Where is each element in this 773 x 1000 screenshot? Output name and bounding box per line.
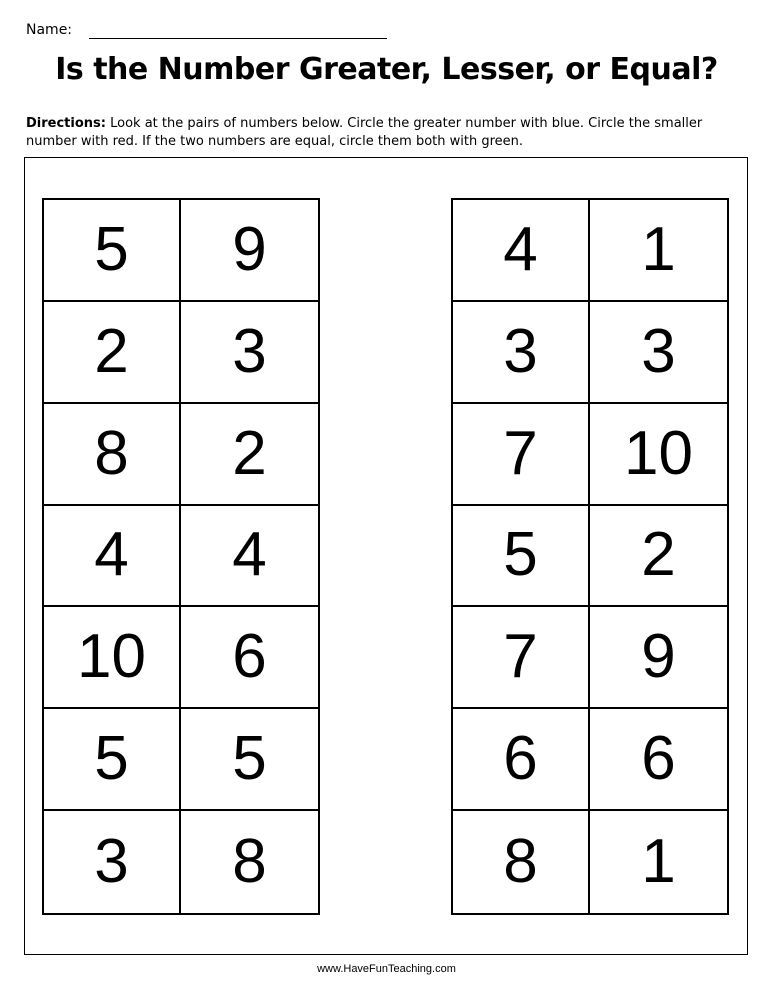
number-cell[interactable]: 1 bbox=[590, 200, 727, 302]
number-cell[interactable]: 9 bbox=[181, 200, 318, 302]
number-cell[interactable]: 7 bbox=[453, 404, 590, 506]
number-cell[interactable]: 8 bbox=[453, 811, 590, 913]
right-number-grid bbox=[451, 198, 729, 915]
name-label: Name: bbox=[26, 22, 73, 38]
directions bbox=[26, 115, 746, 151]
number-cell[interactable]: 5 bbox=[44, 709, 181, 811]
number-cell[interactable]: 8 bbox=[44, 404, 181, 506]
left-number-grid bbox=[42, 198, 320, 915]
number-cell[interactable]: 6 bbox=[590, 709, 727, 811]
number-cell[interactable]: 10 bbox=[44, 607, 181, 709]
number-cell[interactable]: 3 bbox=[590, 302, 727, 404]
number-cell[interactable]: 2 bbox=[181, 404, 318, 506]
directions-text: Look at the pairs of numbers below. Circle the greater number with blue. Circle the smaller number with red. If the two numbers are equal, circle them both with green. bbox=[26, 116, 703, 149]
number-cell[interactable]: 3 bbox=[181, 302, 318, 404]
number-cell[interactable]: 5 bbox=[453, 506, 590, 608]
number-cell[interactable]: 10 bbox=[590, 404, 727, 506]
number-cell[interactable]: 4 bbox=[181, 506, 318, 608]
number-cell[interactable]: 6 bbox=[453, 709, 590, 811]
number-cell[interactable]: 5 bbox=[44, 200, 181, 302]
number-cell[interactable]: 2 bbox=[44, 302, 181, 404]
number-cell[interactable]: 5 bbox=[181, 709, 318, 811]
number-cell[interactable]: 9 bbox=[590, 607, 727, 709]
number-cell[interactable]: 4 bbox=[453, 200, 590, 302]
name-line[interactable] bbox=[89, 38, 387, 39]
number-cell[interactable]: 2 bbox=[590, 506, 727, 608]
page-title: Is the Number Greater, Lesser, or Equal? bbox=[55, 52, 718, 87]
number-cell[interactable]: 1 bbox=[641, 827, 676, 897]
number-cell[interactable]: 3 bbox=[453, 302, 590, 404]
number-cell[interactable]: 8 bbox=[232, 827, 267, 897]
footer-site-credit: www.HaveFunTeaching.com bbox=[317, 963, 456, 975]
number-cell[interactable]: 3 bbox=[44, 811, 181, 913]
number-cell[interactable]: 6 bbox=[181, 607, 318, 709]
number-cell[interactable]: 7 bbox=[453, 607, 590, 709]
number-cell[interactable]: 4 bbox=[44, 506, 181, 608]
directions-label: Directions: bbox=[26, 116, 106, 131]
